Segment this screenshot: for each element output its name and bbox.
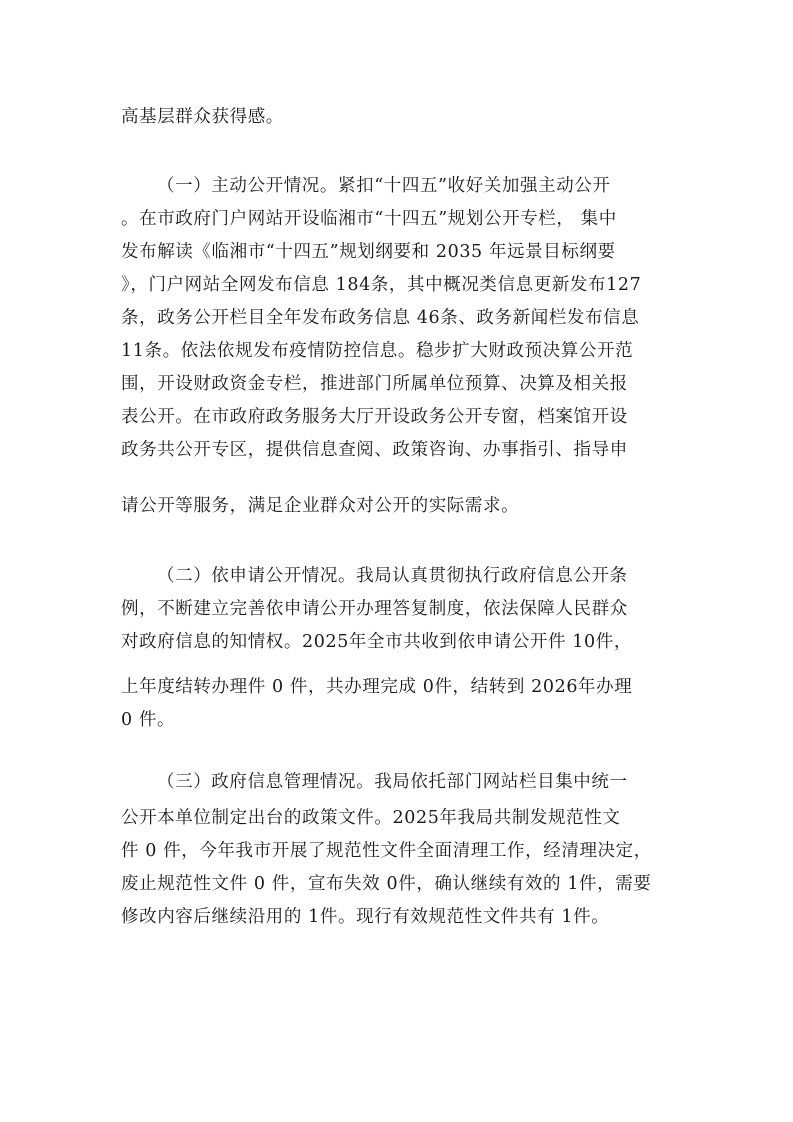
paragraph-2-line-1: （二）依申请公开情况。我局认真贯彻执行政府信息公开条	[157, 566, 628, 586]
paragraph-3-line-5: 修改内容后继续沿用的 1件。现行有效规范性文件共有 1件。	[121, 907, 610, 927]
paragraph-1-line-2: 。在市政府门户网站开设临湘市“十四五”规划公开专栏， 集中	[121, 209, 617, 229]
paragraph-1-line-4: 》，门户网站全网发布信息 184条，其中概况类信息更新发布127	[121, 275, 642, 295]
paragraph-1-line-3: 发布解读《临湘市“十四五”规划纲要和 2035 年远景目标纲要	[121, 242, 616, 262]
paragraph-1-line-8: 表公开。在市政府政务服务大厅开设政务公开专窗，档案馆开设	[121, 407, 628, 427]
paragraph-1-line-10: 请公开等服务，满足企业群众对公开的实际需求。	[121, 496, 520, 516]
paragraph-2-line-5: 0 件。	[121, 710, 176, 730]
paragraph-1-line-7: 围，开设财政资金专栏，推进部门所属单位预算、决算及相关报	[121, 374, 628, 394]
paragraph-2-line-3: 对政府信息的知情权。2025年全市共收到依申请公开件 10件，	[121, 632, 632, 652]
paragraph-1-line-1: （一）主动公开情况。紧扣“十四五”收好关加强主动公开	[157, 176, 611, 196]
paragraph-1-line-6: 11条。依法依规发布疫情防控信息。稳步扩大财政预决算公开范	[121, 341, 634, 361]
paragraph-3-line-4: 废止规范性文件 0 件，宣布失效 0件，确认继续有效的 1件，需要	[121, 874, 652, 894]
paragraph-1-line-9: 政务共公开专区，提供信息查阅、政策咨询、办事指引、指导申	[121, 440, 628, 460]
paragraph-3-line-2: 公开本单位制定出台的政策文件。2025年我局共制发规范性文	[121, 808, 621, 828]
paragraph-3-line-3: 件 0 件，今年我市开展了规范性文件全面清理工作，经清理决定，	[121, 841, 652, 861]
paragraph-2-line-4: 上年度结转办理件 0 件，共办理完成 0件，结转到 2026年办理	[121, 677, 633, 697]
paragraph-0-line-1: 高基层群众获得感。	[121, 107, 284, 127]
paragraph-1-line-5: 条，政务公开栏目全年发布政务信息 46条、政务新闻栏发布信息	[121, 308, 640, 328]
paragraph-2-line-2: 例，不断建立完善依申请公开办理答复制度，依法保障人民群众	[121, 599, 628, 619]
paragraph-3-line-1: （三）政府信息管理情况。我局依托部门网站栏目集中统一	[157, 772, 628, 792]
